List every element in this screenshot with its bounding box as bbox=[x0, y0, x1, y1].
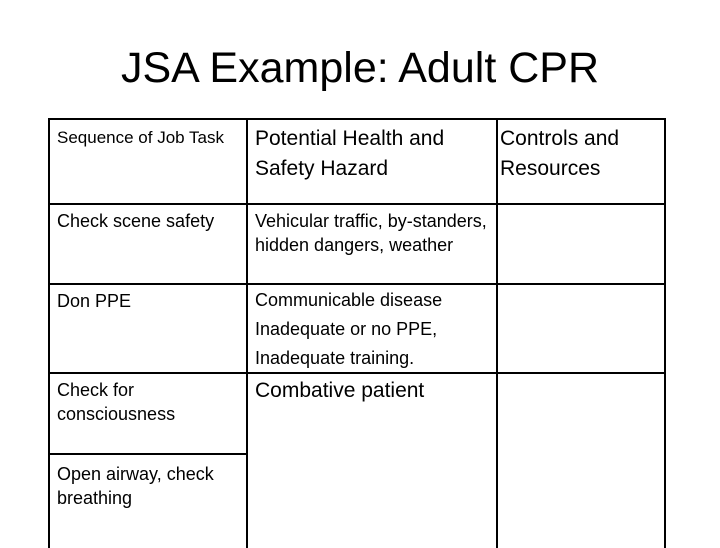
task-cell: Check scene safety bbox=[57, 211, 215, 231]
page-title: JSA Example: Adult CPR bbox=[121, 44, 599, 92]
header-hazard: Potential Health and Safety Hazard bbox=[255, 127, 445, 180]
row-divider bbox=[50, 283, 664, 285]
header-task: Sequence of Job Task bbox=[57, 128, 224, 147]
row-divider bbox=[50, 453, 248, 455]
row-divider bbox=[50, 203, 664, 205]
header-controls: Controls and Resources bbox=[500, 127, 620, 180]
task-cell: Open airway, check breathing bbox=[57, 464, 214, 508]
task-cell: Check for consciousness bbox=[57, 380, 176, 424]
column-divider bbox=[496, 120, 498, 548]
hazard-line: Inadequate or no PPE, bbox=[255, 319, 438, 339]
jsa-table bbox=[48, 118, 666, 548]
hazard-cell bbox=[255, 286, 493, 373]
hazard-cell: Vehicular traffic, by-standers, hidden dangers, weather bbox=[255, 211, 487, 255]
hazard-line: Communicable disease bbox=[255, 290, 443, 310]
hazard-line: Inadequate training. bbox=[255, 348, 415, 368]
column-divider bbox=[246, 120, 248, 548]
hazard-cell: Combative patient bbox=[255, 379, 425, 402]
task-cell: Don PPE bbox=[57, 291, 132, 311]
